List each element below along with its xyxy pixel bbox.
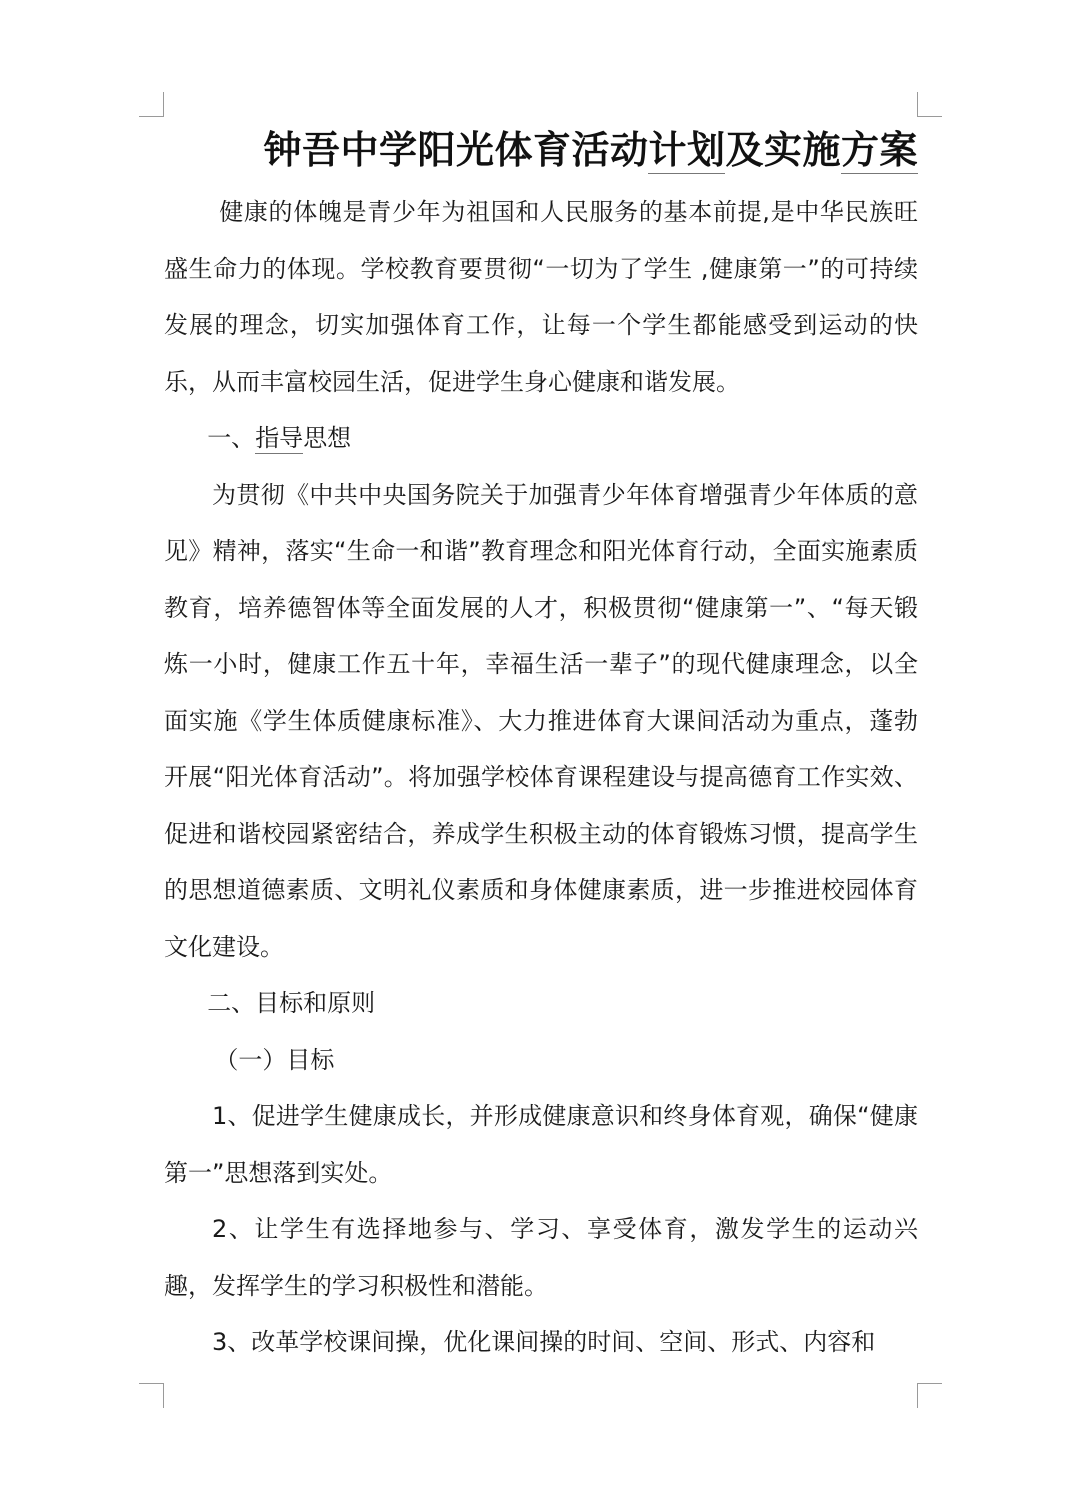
title-part-2-underlined: 计划 xyxy=(648,128,726,172)
crop-mark-top-left xyxy=(139,92,164,117)
crop-mark-bottom-left xyxy=(139,1383,164,1408)
goal-item-2: 2、让学生有选择地参与、学习、享受体育，激发学生的运动兴趣，发挥学生的学习积极性和潜能。 xyxy=(164,1215,918,1300)
section-1-body: 为贯彻《中共中央国务院关于加强青少年体育增强青少年体质的意见》精神，落实“生命一和谐”教育理念和阳光体育行动，全面实施素质教育，培养德智体等全面发展的人才，积极贯彻“健康第一”、“每天锻炼一小时，健康工作五十年，幸福生活一辈子”的现代健康理念，以全面实施《学生体质健康标准》、大力推进体育大课间活动为重点，蓬勃开展“阳光体育活动”。将加强学校体育课程建设与提高德育工作实效、促进和谐校园紧密结合，养成学生积极主动的体育锻炼习惯，提高学生的思想道德素质、文明礼仪素质和身体健康素质，进一步推进校园体育文化建设。 xyxy=(164,480,918,961)
goal-item-1: 1、促进学生健康成长，并形成健康意识和终身体育观，确保“健康第一”思想落到实处。 xyxy=(164,1102,918,1187)
section-1-heading-underlined: 指导 xyxy=(255,424,304,452)
section-1-heading xyxy=(164,410,918,467)
section-2-heading: 二、目标和原则 xyxy=(207,989,376,1017)
document-title xyxy=(164,118,918,182)
section-1-heading-suffix: 思想 xyxy=(303,424,352,452)
title-part-1: 钟吾中学阳光体育活动 xyxy=(263,128,649,172)
title-part-3: 及实施 xyxy=(725,128,841,172)
section-2-sub-heading: （一）目标 xyxy=(214,1045,335,1074)
document-body xyxy=(164,118,918,1371)
title-part-4-underlined: 方案 xyxy=(840,128,918,172)
intro-paragraph: 健康的体魄是青少年为祖国和人民服务的基本前提,是中华民族旺盛生命力的体现。学校教育要贯彻“一切为了学生 ,健康第一”的可持续发展的理念，切实加强体育工作，让每一个学生都能感受到运动的快乐，从而丰富校园生活，促进学生身心健康和谐发展。 xyxy=(164,198,918,396)
section-1-heading-prefix: 一、 xyxy=(207,424,256,452)
crop-mark-bottom-right xyxy=(917,1383,942,1408)
goal-item-3: 3、改革学校课间操，优化课间操的时间、空间、形式、内容和 xyxy=(212,1328,876,1356)
crop-mark-top-right xyxy=(917,92,942,117)
